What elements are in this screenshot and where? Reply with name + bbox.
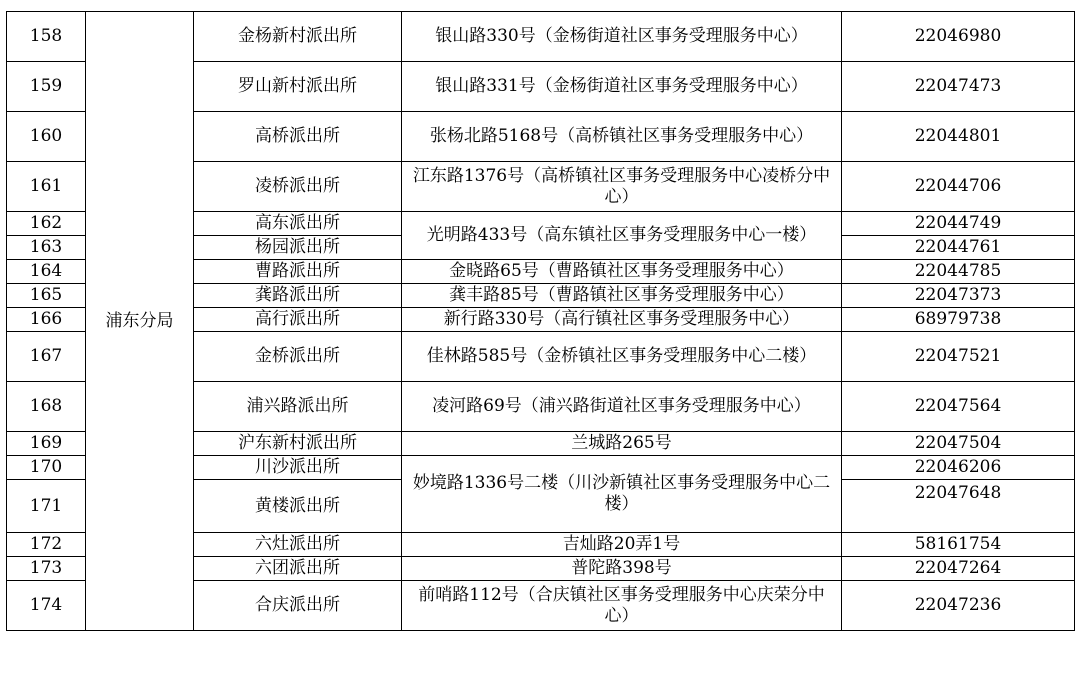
station-phone: 22046980	[842, 12, 1075, 62]
row-number: 172	[7, 533, 86, 557]
station-name: 金杨新村派出所	[194, 12, 402, 62]
station-name: 罗山新村派出所	[194, 62, 402, 112]
station-phone: 68979738	[842, 308, 1075, 332]
station-address: 兰城路265号	[402, 432, 842, 456]
row-number: 160	[7, 112, 86, 162]
row-number: 167	[7, 332, 86, 382]
row-number: 163	[7, 236, 86, 260]
station-name: 浦兴路派出所	[194, 382, 402, 432]
row-number: 168	[7, 382, 86, 432]
station-phone: 22047564	[842, 382, 1075, 432]
station-name: 川沙派出所	[194, 456, 402, 480]
station-name: 六团派出所	[194, 557, 402, 581]
station-address: 新行路330号（高行镇社区事务受理服务中心）	[402, 308, 842, 332]
station-address: 妙境路1336号二楼（川沙新镇社区事务受理服务中心二楼）	[402, 456, 842, 533]
station-address: 江东路1376号（高桥镇社区事务受理服务中心凌桥分中心）	[402, 162, 842, 212]
row-number: 158	[7, 12, 86, 62]
station-address: 佳林路585号（金桥镇社区事务受理服务中心二楼）	[402, 332, 842, 382]
station-phone: 22046206	[842, 456, 1075, 480]
station-name: 合庆派出所	[194, 581, 402, 631]
row-number: 166	[7, 308, 86, 332]
bureau-name: 浦东分局	[86, 12, 194, 631]
station-address: 普陀路398号	[402, 557, 842, 581]
row-number: 162	[7, 212, 86, 236]
station-address: 前哨路112号（合庆镇社区事务受理服务中心庆荣分中心）	[402, 581, 842, 631]
station-name: 高行派出所	[194, 308, 402, 332]
station-address: 吉灿路20弄1号	[402, 533, 842, 557]
police-station-table	[6, 11, 1075, 631]
station-address: 银山路330号（金杨街道社区事务受理服务中心）	[402, 12, 842, 62]
row-number: 171	[7, 480, 86, 533]
station-phone: 22047504	[842, 432, 1075, 456]
row-number: 165	[7, 284, 86, 308]
station-phone: 22047648	[842, 480, 1075, 533]
station-name: 曹路派出所	[194, 260, 402, 284]
station-address: 凌河路69号（浦兴路街道社区事务受理服务中心）	[402, 382, 842, 432]
station-phone: 22047236	[842, 581, 1075, 631]
station-address: 张杨北路5168号（高桥镇社区事务受理服务中心）	[402, 112, 842, 162]
station-name: 沪东新村派出所	[194, 432, 402, 456]
station-name: 金桥派出所	[194, 332, 402, 382]
row-number: 161	[7, 162, 86, 212]
table-row	[7, 12, 1075, 62]
station-phone: 22047473	[842, 62, 1075, 112]
row-number: 169	[7, 432, 86, 456]
station-phone: 22044785	[842, 260, 1075, 284]
station-phone: 22044749	[842, 212, 1075, 236]
station-name: 高桥派出所	[194, 112, 402, 162]
station-address: 银山路331号（金杨街道社区事务受理服务中心）	[402, 62, 842, 112]
station-name: 六灶派出所	[194, 533, 402, 557]
station-address: 光明路433号（高东镇社区事务受理服务中心一楼）	[402, 212, 842, 260]
row-number: 159	[7, 62, 86, 112]
station-phone: 22044706	[842, 162, 1075, 212]
station-phone: 22047264	[842, 557, 1075, 581]
station-phone: 22044761	[842, 236, 1075, 260]
row-number: 173	[7, 557, 86, 581]
row-number: 170	[7, 456, 86, 480]
station-address: 金晓路65号（曹路镇社区事务受理服务中心）	[402, 260, 842, 284]
station-phone: 58161754	[842, 533, 1075, 557]
station-phone: 22044801	[842, 112, 1075, 162]
station-name: 杨园派出所	[194, 236, 402, 260]
station-name: 龚路派出所	[194, 284, 402, 308]
row-number: 164	[7, 260, 86, 284]
row-number: 174	[7, 581, 86, 631]
station-address: 龚丰路85号（曹路镇社区事务受理服务中心）	[402, 284, 842, 308]
station-phone: 22047373	[842, 284, 1075, 308]
station-phone: 22047521	[842, 332, 1075, 382]
station-name: 高东派出所	[194, 212, 402, 236]
station-name: 凌桥派出所	[194, 162, 402, 212]
station-name: 黄楼派出所	[194, 480, 402, 533]
